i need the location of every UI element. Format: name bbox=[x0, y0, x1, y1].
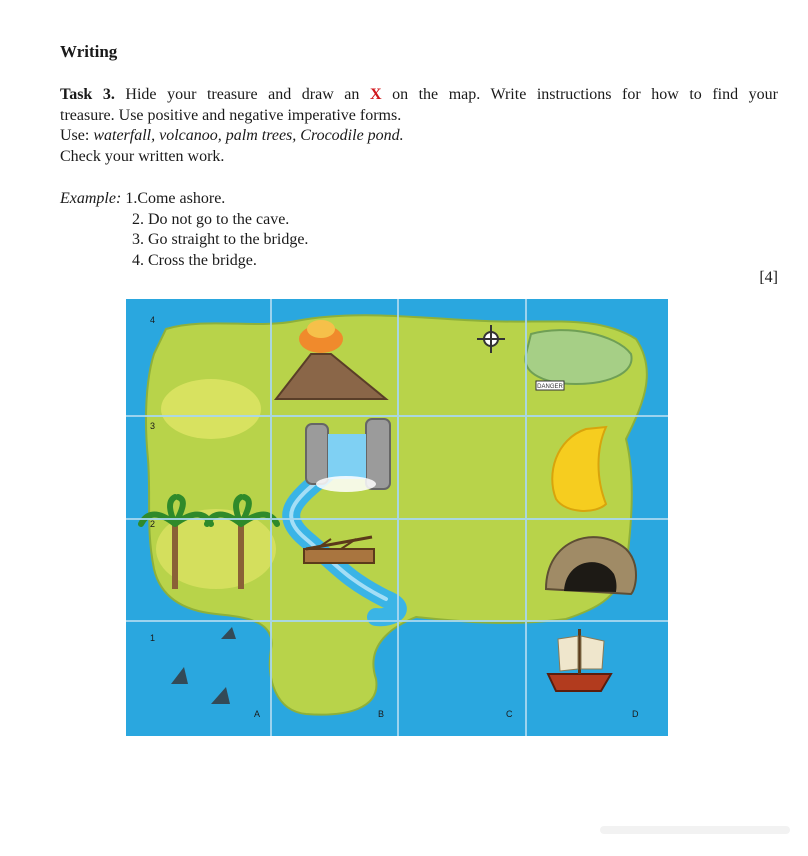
example-block bbox=[60, 189, 308, 271]
task-line-2: treasure. Use positive and negative imperative forms. bbox=[60, 106, 402, 124]
task-text-after-x: on the map. Write instructions for how to find your bbox=[392, 86, 778, 103]
x-symbol: X bbox=[369, 86, 382, 103]
col-label-c: C bbox=[506, 709, 513, 719]
example-step-4: 4. Cross the bridge. bbox=[132, 251, 257, 269]
section-heading: Writing bbox=[60, 42, 118, 61]
use-words: waterfall, volcanoo, palm trees, Crocodile pond. bbox=[93, 127, 404, 144]
waterfall[interactable] bbox=[328, 434, 366, 479]
task-use-line bbox=[60, 126, 778, 147]
task-text-before-x: Hide your treasure and draw an bbox=[125, 86, 360, 103]
task-number: Task 3. bbox=[60, 86, 115, 103]
sand-patch bbox=[161, 379, 261, 439]
example-step-1: 1.Come ashore. bbox=[125, 190, 226, 207]
task-instructions bbox=[60, 85, 778, 167]
task-line-1 bbox=[60, 85, 778, 106]
treasure-map[interactable] bbox=[126, 299, 668, 736]
waterfall-cliff-right bbox=[366, 419, 390, 489]
example-step-2: 2. Do not go to the cave. bbox=[132, 210, 290, 228]
example-label: Example: bbox=[60, 190, 122, 207]
row-label-4: 4 bbox=[150, 315, 156, 325]
danger-sign-text: DANGER bbox=[537, 384, 563, 390]
task-check-line: Check your written work. bbox=[60, 147, 225, 165]
row-label-1: 1 bbox=[150, 633, 156, 643]
col-label-b: B bbox=[378, 709, 385, 719]
use-label: Use: bbox=[60, 127, 90, 144]
row-label-2: 2 bbox=[150, 519, 156, 529]
marks-label: [4] bbox=[759, 269, 778, 286]
volcano-smoke bbox=[307, 320, 335, 338]
col-label-d: D bbox=[632, 709, 639, 719]
example-step-3: 3. Go straight to the bridge. bbox=[132, 231, 309, 248]
waterfall-cliff-left bbox=[306, 424, 328, 484]
scan-smudge bbox=[600, 826, 790, 834]
col-label-a: A bbox=[254, 709, 261, 719]
waterfall-foam bbox=[316, 476, 376, 492]
example-row-1 bbox=[60, 189, 308, 210]
row-label-3: 3 bbox=[150, 421, 156, 431]
